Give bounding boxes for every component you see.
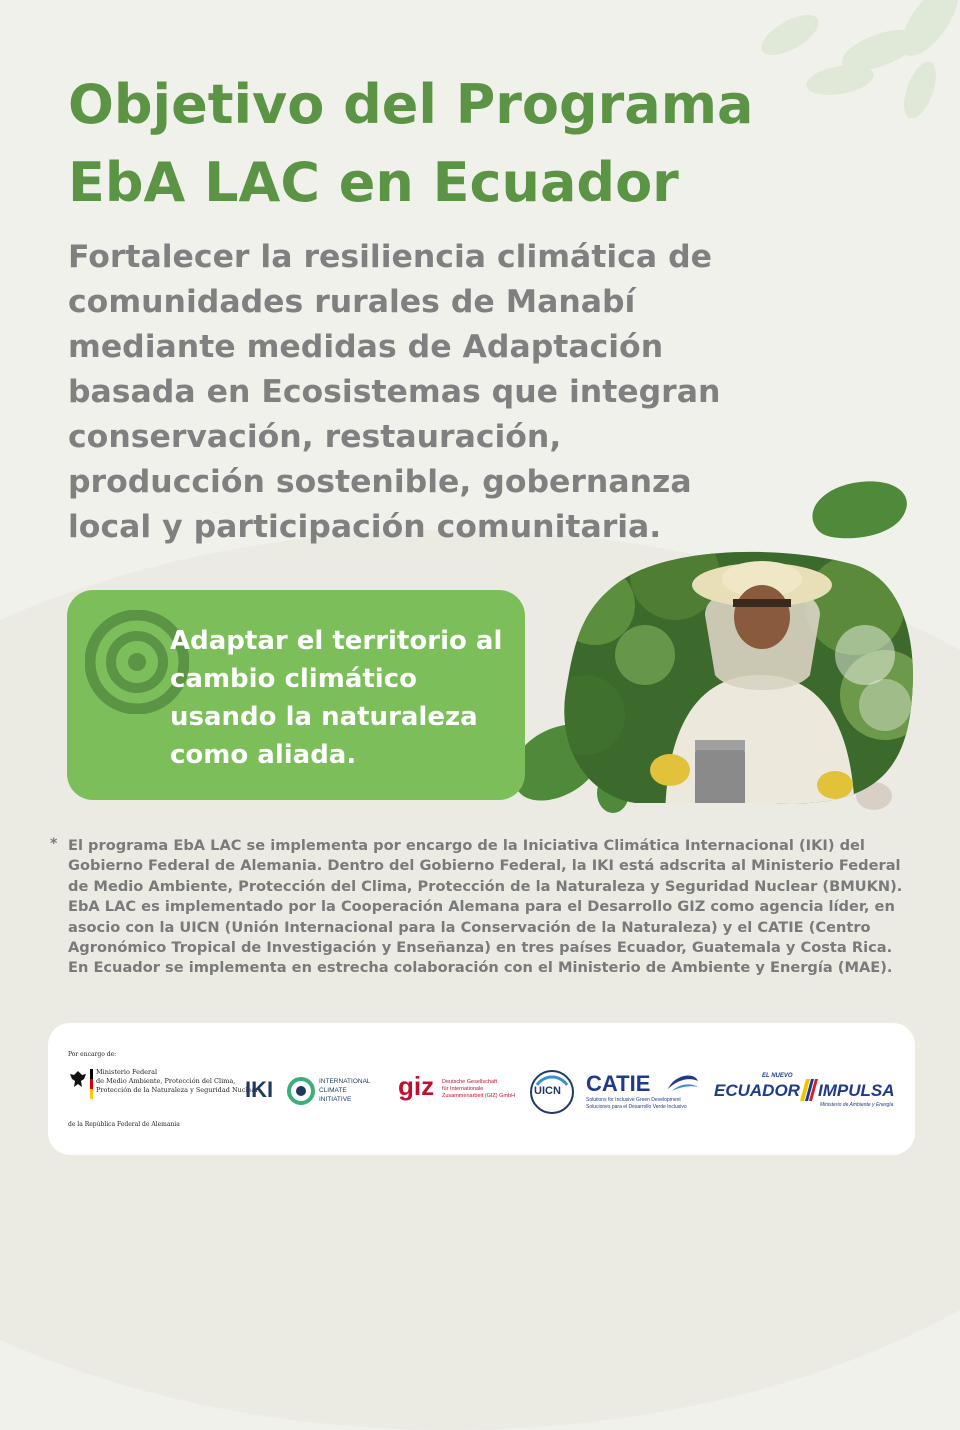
iki-logo [245, 1075, 380, 1111]
footnote-text: El programa EbA LAC se implementa por encargo de la Iniciativa Climática Internacional (IKI) del Gobierno Federal de Alemania. Dentro del Gobierno Federal, la IKI está adscrita al Ministerio Federal de Medio Ambiente, Protección del Clima, Protección de la Naturaleza y Seguridad Nuclear (BMUKN). EbA LAC es implementado por la Cooperación Alemana para el Desarrollo GIZ como agencia líder, en asocio con la UICN (Unión Internacional para la Conservación de la Naturaleza) y el CATIE (Centro Agronómico Tropical de Investigación y Enseñanza) en tres países Ecuador, Guatemala y Costa Rica. En Ecuador se implementa en estrecha colaboración con el Ministerio de Ambiente y Energía (MAE). [68, 837, 903, 977]
catie-mark: CATIE [586, 1071, 651, 1096]
giz-line-3: Zusammenarbeit (GIZ) GmbH [442, 1093, 516, 1099]
catie-line-1: Solutions for Inclusive Green Development [586, 1097, 681, 1103]
bmukn-line-1: Ministerio Federal [96, 1068, 158, 1076]
iki-line-3: INITIATIVE [319, 1096, 352, 1103]
por-encargo-label: Por encargo de: [68, 1051, 117, 1058]
catie-swoosh-icon [666, 1071, 700, 1095]
bmukn-line-3: Protección de la Naturaleza y Seguridad Nuclear [96, 1086, 259, 1094]
bmukn-line-2: de Medio Ambiente, Protección del Clima, [96, 1077, 236, 1085]
giz-logo [398, 1071, 518, 1111]
iki-circle-icon [287, 1077, 315, 1105]
catie-line-2: Soluciones para el Desarrollo Verde Inclusivo [586, 1104, 687, 1110]
ecuador-flag-stripes-icon [800, 1079, 820, 1101]
uicn-logo [529, 1069, 575, 1115]
title-line-1: Objetivo del Programa [68, 73, 754, 136]
ecuador-label: ECUADOR [714, 1081, 800, 1100]
footnote-marker: * [50, 836, 58, 852]
page-title [68, 66, 888, 222]
program-objective-text: Fortalecer la resiliencia climática de comunidades rurales de Manabí mediante medidas de Adaptación basada en Ecosistemas que integran conservación, restauración, producción sostenible, gobernanza local y participación comunitaria. [68, 239, 721, 545]
iki-mark: IKI [245, 1077, 274, 1102]
ecuador-impulsa-logo [712, 1073, 907, 1113]
title-line-2: EbA LAC en Ecuador [68, 151, 679, 214]
el-nuevo-label: EL NUEVO [762, 1073, 793, 1079]
callout-text: Adaptar el territorio al cambio climático usando la naturaleza como aliada. [170, 626, 503, 770]
bmukn-logo [66, 1051, 259, 1131]
footnote [50, 836, 910, 979]
iki-line-2: CLIMATE [319, 1087, 347, 1094]
giz-mark: giz [398, 1071, 435, 1101]
republica-label: de la República Federal de Alemania [68, 1121, 180, 1128]
german-eagle-icon [68, 1069, 88, 1091]
partner-logos-bar [48, 1023, 915, 1155]
giz-line-2: für Internationale [442, 1086, 484, 1092]
blob-top-right [805, 478, 910, 540]
iki-line-1: INTERNATIONAL [319, 1078, 371, 1085]
german-flag-bar [90, 1069, 93, 1099]
beekeeper-photo [555, 545, 915, 825]
giz-line-1: Deutsche Gesellschaft [442, 1079, 498, 1085]
uicn-mark: UICN [534, 1085, 561, 1097]
catie-logo [586, 1071, 706, 1115]
objective-callout [67, 590, 525, 800]
ministerio-label: Ministerio de Ambiente y Energía [820, 1102, 894, 1108]
impulsa-label: IMPULSA [818, 1081, 895, 1100]
